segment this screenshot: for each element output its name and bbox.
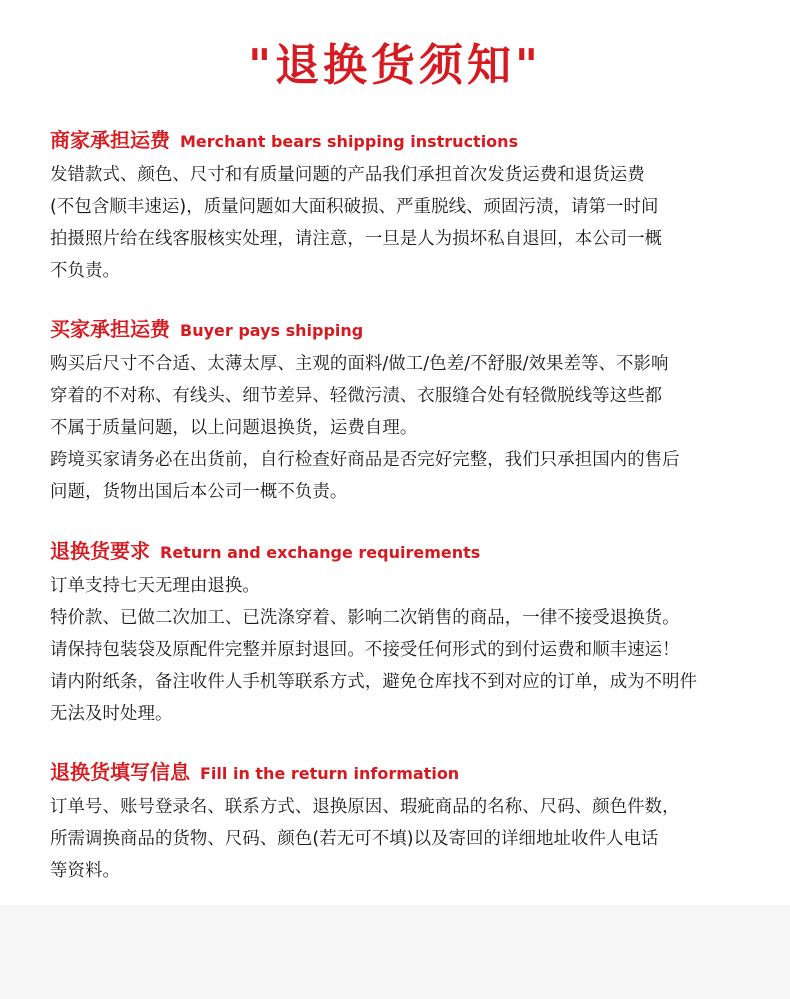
- body-line: 不属于质量问题，以上问题退换货，运费自理。: [50, 418, 418, 438]
- body-line: 跨境买家请务必在出货前，自行检查好商品是否完好完整，我们只承担国内的售后: [50, 450, 680, 470]
- section-return-requirements: [50, 536, 740, 730]
- body-line: 不负责。: [50, 261, 120, 281]
- body-line: 请内附纸条，备注收件人手机等联系方式，避免仓库找不到对应的订单，成为不明件: [50, 672, 698, 692]
- body-line: 问题，货物出国后本公司一概不负责。: [50, 482, 348, 502]
- body-line: 订单支持七天无理由退换。: [50, 576, 260, 596]
- body-line: (不包含顺丰速运)，质量问题如大面积破损、严重脱线、顽固污渍，请第一时间: [50, 197, 659, 217]
- body-line: 订单号、账号登录名、联系方式、退换原因、瑕疵商品的名称、尺码、颜色件数，: [50, 797, 680, 817]
- body-line: 拍摄照片给在线客服核实处理，请注意，一旦是人为损坏私自退回，本公司一概: [50, 229, 663, 249]
- section-heading-en: Fill in the return information: [200, 764, 460, 783]
- section-heading-cn: 退换货要求: [50, 539, 150, 563]
- section-body: [50, 791, 740, 887]
- section-heading: [50, 314, 740, 344]
- section-body: [50, 159, 740, 287]
- section-body: [50, 570, 740, 730]
- section-heading-cn: 买家承担运费: [50, 317, 170, 341]
- section-heading-cn: 退换货填写信息: [50, 760, 190, 784]
- section-heading: [50, 536, 740, 566]
- body-line: 发错款式、颜色、尺寸和有质量问题的产品我们承担首次发货运费和退货运费: [50, 165, 645, 185]
- body-line: 等资料。: [50, 861, 120, 881]
- body-line: 请保持包装袋及原配件完整并原封退回。不接受任何形式的到付运费和顺丰速运！: [50, 640, 680, 660]
- section-merchant-shipping: [50, 125, 740, 287]
- section-heading: [50, 125, 740, 155]
- body-line: 特价款、已做二次加工、已洗涤穿着、影响二次销售的商品，一律不接受退换货。: [50, 608, 680, 628]
- page-title: "退换货须知": [248, 40, 542, 91]
- body-line: 穿着的不对称、有线头、细节差异、轻微污渍、衣服缝合处有轻微脱线等这些都: [50, 386, 663, 406]
- body-line: 无法及时处理。: [50, 704, 173, 724]
- body-line: 购买后尺寸不合适、太薄太厚、主观的面料/做工/色差/不舒服/效果差等、不影响: [50, 354, 669, 374]
- footer-band: [0, 905, 790, 999]
- section-buyer-shipping: [50, 314, 740, 508]
- section-heading-en: Return and exchange requirements: [160, 543, 481, 562]
- section-heading: [50, 757, 740, 787]
- section-heading-en: Merchant bears shipping instructions: [180, 132, 519, 151]
- section-return-information: [50, 757, 740, 887]
- section-body: [50, 348, 740, 508]
- section-heading-cn: 商家承担运费: [50, 128, 170, 152]
- section-heading-en: Buyer pays shipping: [180, 321, 364, 340]
- body-line: 所需调换商品的货物、尺码、颜色(若无可不填)以及寄回的详细地址收件人电话: [50, 829, 659, 849]
